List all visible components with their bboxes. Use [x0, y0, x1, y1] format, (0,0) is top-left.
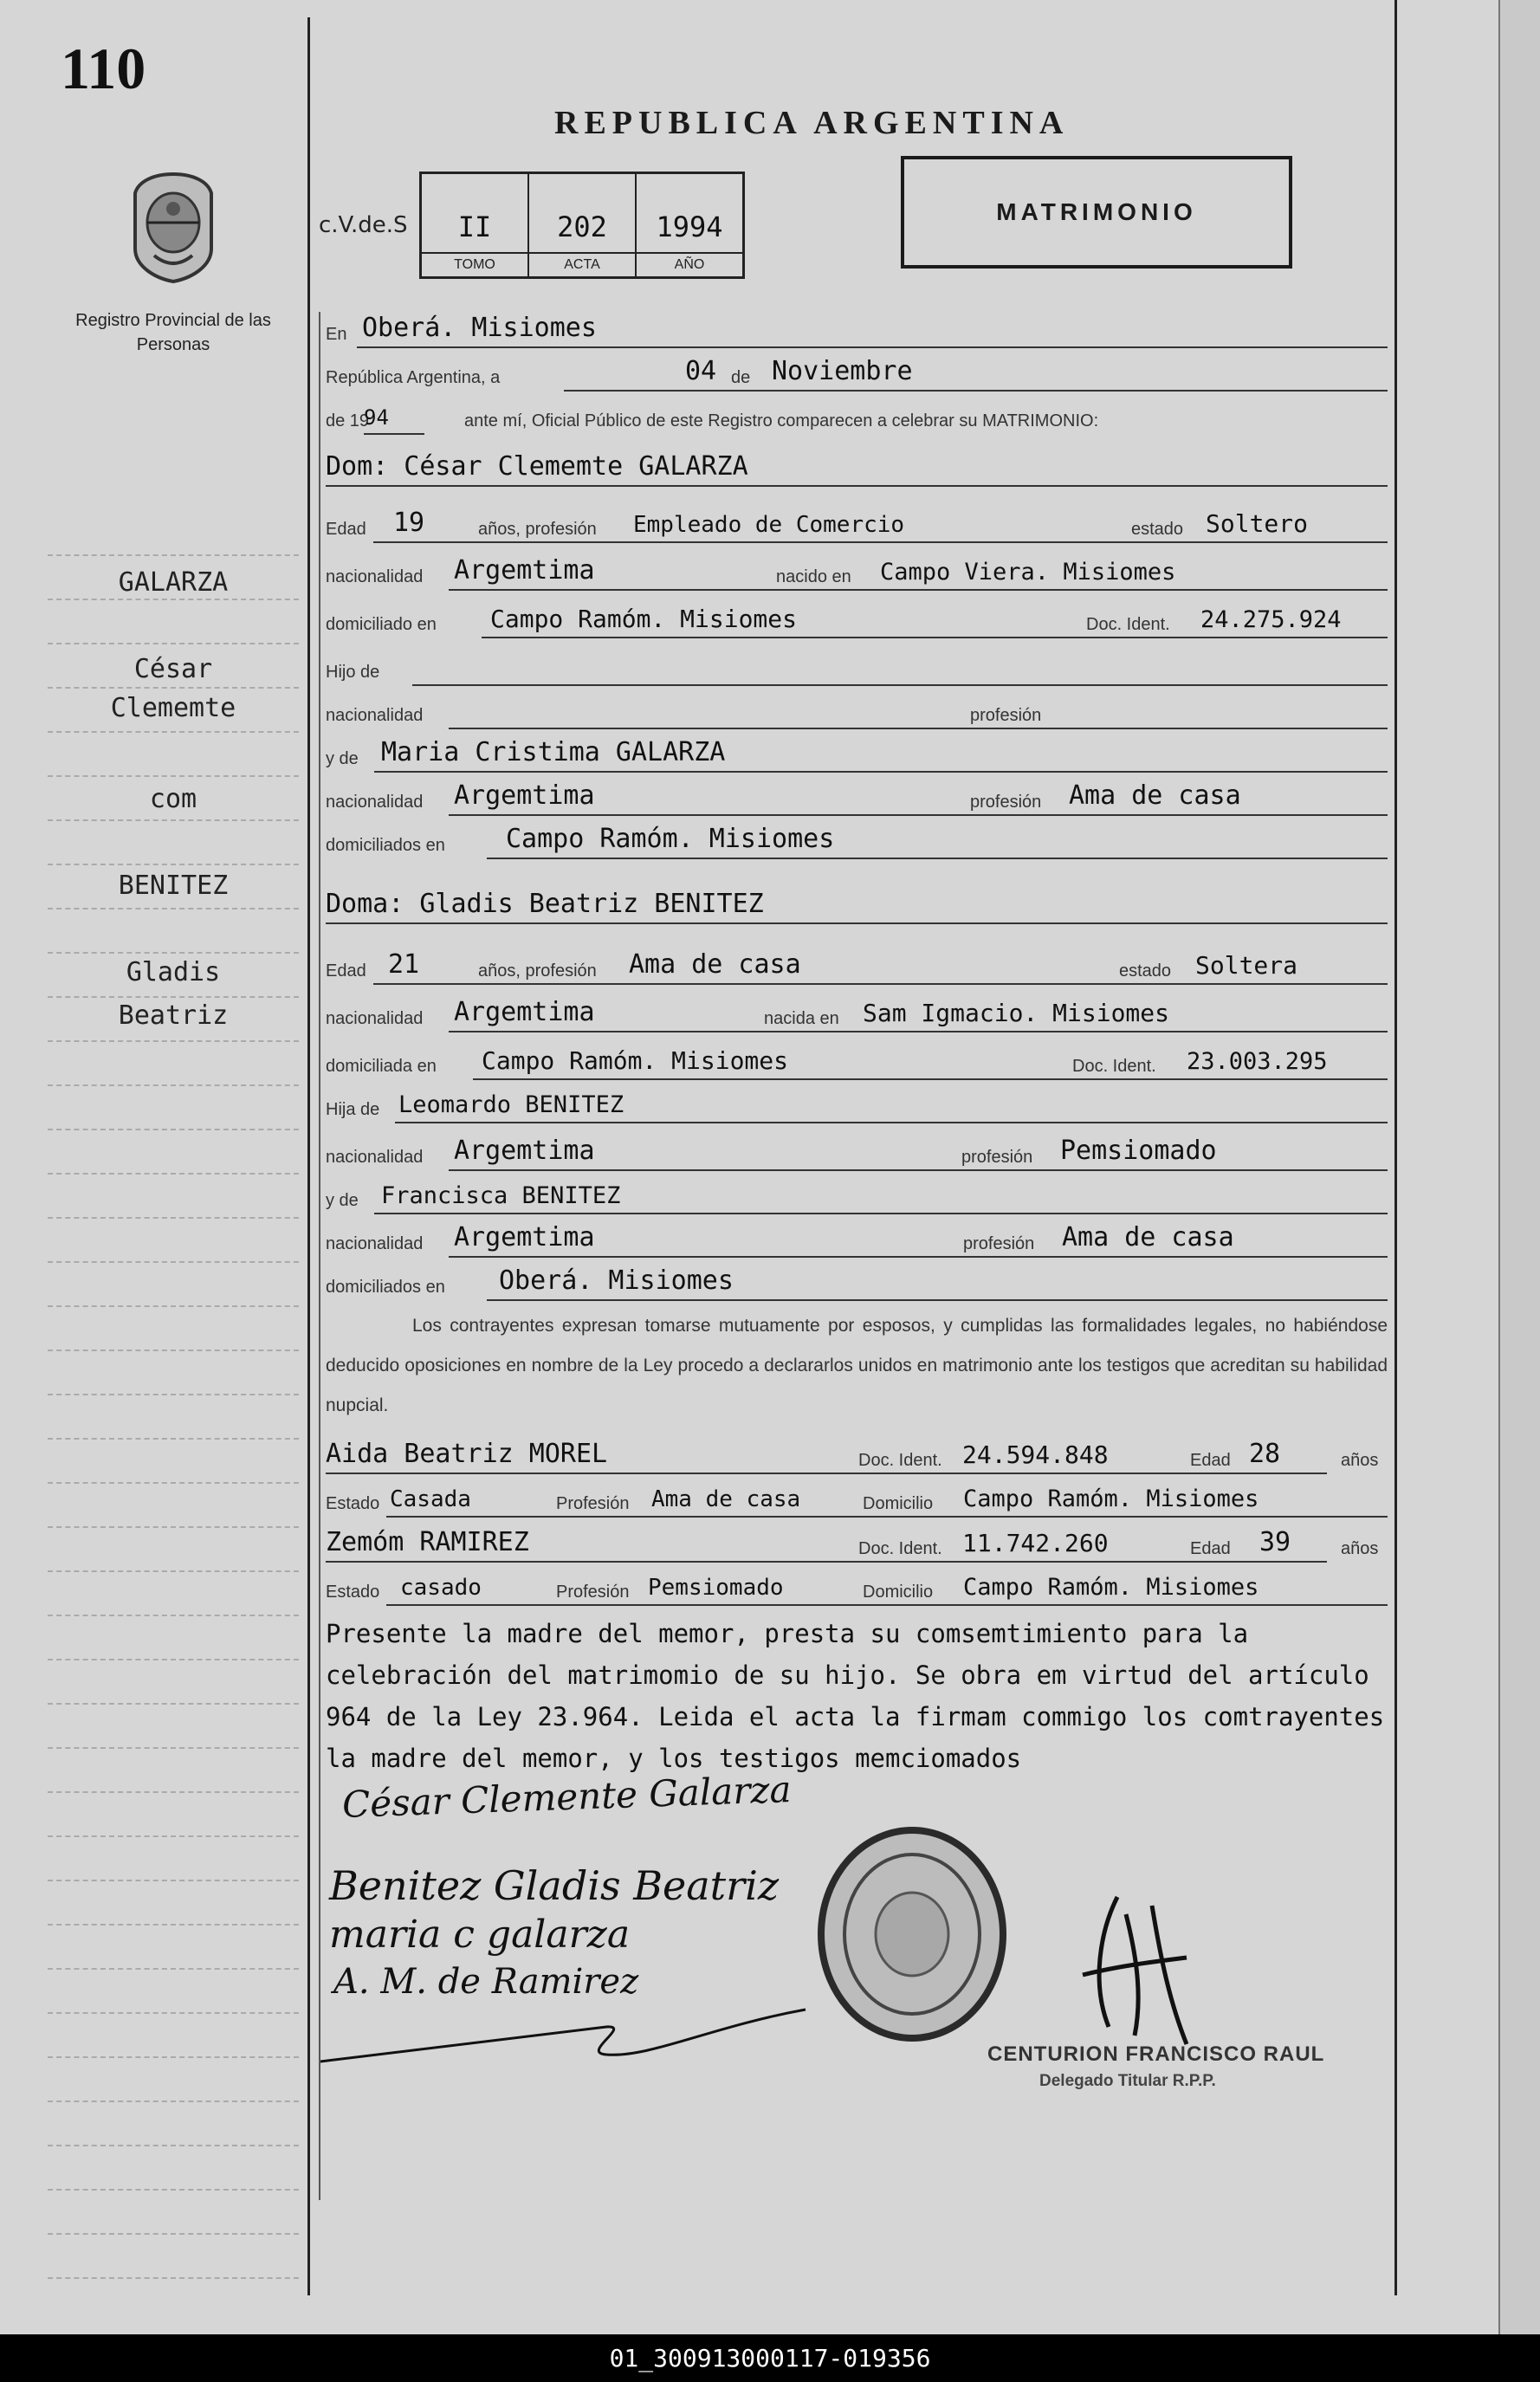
ante-text: ante mí, Oficial Público de este Registro comparecen a celebrar su MATRIMONIO:: [464, 411, 1099, 430]
bride-father-line: [326, 1087, 1388, 1129]
signature-scribble-icon: [320, 2001, 840, 2070]
estado-label: estado: [1131, 520, 1184, 539]
bride-birthplace: Sam Igmacio. Misiomes: [863, 999, 1170, 1027]
bride-age-line: [326, 948, 1388, 990]
groom-mother-line: [326, 736, 1388, 778]
acta-label: ACTA: [529, 252, 635, 276]
margin-rule-line: [48, 2145, 299, 2146]
intro-place-line: [326, 312, 1388, 353]
margin-rule-line: [48, 1350, 299, 1351]
nacionalidad-label: nacionalidad: [326, 1234, 424, 1253]
witness-1-address: Campo Ramóm. Misiomes: [963, 1486, 1259, 1512]
margin-note-firstname2: Gladis: [126, 957, 221, 987]
margin-rule-line: [48, 1880, 299, 1881]
bride-profession: Ama de casa: [629, 949, 801, 980]
intro-day: 04: [685, 356, 717, 386]
margin-rule-line: [48, 599, 299, 600]
margin-divider: [307, 17, 310, 2295]
groom-doc: 24.275.924: [1200, 606, 1342, 633]
margin-rule-line: [48, 1173, 299, 1175]
groom-status: Soltero: [1206, 509, 1309, 538]
nacionalidad-label: nacionalidad: [326, 706, 424, 725]
margin-rule-line: [48, 1438, 299, 1440]
margin-rule-line: [48, 2056, 299, 2058]
margin-rule-line: [48, 908, 299, 909]
groom-name-line: [326, 450, 1388, 492]
acta-cell: [529, 174, 637, 276]
nacionalidad-label: nacionalidad: [326, 567, 424, 586]
margin-rule-line: [48, 1482, 299, 1484]
tomo-value: II: [457, 210, 492, 243]
country-title: REPUBLICA ARGENTINA: [554, 105, 1070, 141]
witness-2-name: Zemóm RAMIREZ: [326, 1527, 529, 1557]
margin-rule-line: [48, 1703, 299, 1705]
intro-date-line: [326, 355, 1388, 397]
intro-place: Oberá. Misiomes: [362, 313, 597, 343]
intro-year: 94: [364, 405, 389, 430]
y-de-label: y de: [326, 749, 359, 768]
intro-year-line: [326, 398, 1388, 440]
profesion-label: profesión: [963, 1234, 1035, 1253]
profesion-label: profesión: [961, 1148, 1033, 1167]
bride-status: Soltera: [1195, 951, 1298, 980]
bride-mother-profession: Ama de casa: [1062, 1222, 1234, 1252]
bride-father: Leomardo BENITEZ: [398, 1091, 624, 1118]
groom-father-line: [326, 650, 1388, 691]
margin-note-con: com: [149, 784, 197, 814]
republica-label: República Argentina, a: [326, 368, 501, 387]
institution-name: Registro Provincial de las Personas: [75, 311, 271, 354]
margin-note-surname2: BENITEZ: [118, 871, 229, 901]
profesion-label: Profesión: [556, 1583, 630, 1602]
signature-mother: maria c galarza: [329, 1913, 631, 1957]
doc-label: Doc. Ident.: [1072, 1057, 1156, 1076]
witness-1-profession: Ama de casa: [651, 1486, 801, 1512]
groom-name: Dom: César Clememte GALARZA: [326, 451, 748, 482]
margin-note-firstname: César: [133, 654, 213, 684]
profesion-label: Profesión: [556, 1494, 630, 1513]
margin-rule-line: [48, 1659, 299, 1660]
margin-rule-line: [48, 1791, 299, 1793]
inner-left-border: [319, 312, 320, 2200]
doc-label: Doc. Ident.: [1086, 615, 1170, 634]
bride-name-line: [326, 888, 1388, 929]
domicilio-label: Domicilio: [863, 1583, 934, 1602]
margin-rule-line: [48, 643, 299, 644]
margin-rule-line: [48, 2233, 299, 2235]
anos-profesion-label: años, profesión: [478, 961, 597, 981]
page-number: 110: [61, 36, 146, 101]
nacionalidad-label: nacionalidad: [326, 1148, 424, 1167]
groom-mother: Maria Cristima GALARZA: [381, 737, 726, 767]
signature-bride: Benitez Gladis Beatriz: [329, 1862, 780, 1909]
margin-rule-line: [48, 2100, 299, 2102]
tomo-cell: [422, 174, 529, 276]
estado-label: Estado: [326, 1583, 380, 1602]
adjacent-page-edge: [1498, 0, 1540, 2334]
groom-parents-address: Campo Ramóm. Misiomes: [506, 824, 835, 854]
register-box: [419, 172, 745, 279]
y-de-label: y de: [326, 1191, 359, 1210]
margin-rule-line: [48, 2189, 299, 2191]
domiciliados-label: domiciliados en: [326, 836, 445, 855]
margin-rule-line: [48, 2012, 299, 2014]
officer-title: Delegado Titular R.P.P.: [1039, 2072, 1216, 2090]
margin-rule-line: [48, 1084, 299, 1086]
margin-rule-line: [48, 1615, 299, 1616]
witness-2-line: [326, 1526, 1388, 1568]
cv-label: c.V.de.S: [319, 212, 408, 238]
bride-father-profession: Pemsiomado: [1060, 1136, 1217, 1166]
image-id-footer: 01_300913000117-019356: [0, 2334, 1540, 2382]
domicilio-label: Domicilio: [863, 1494, 934, 1513]
witness-1-line: [326, 1438, 1388, 1479]
witness-1-doc: 24.594.848: [962, 1440, 1109, 1469]
witness-2-doc: 11.742.260: [962, 1529, 1109, 1557]
bride-nationality: Argemtima: [454, 997, 595, 1027]
document-type-box: MATRIMONIO: [901, 156, 1292, 269]
witness-1-name: Aida Beatriz MOREL: [326, 1439, 608, 1469]
bride-parents-address-line: [326, 1265, 1388, 1306]
margin-rule-line: [48, 731, 299, 733]
margin-rule-line: [48, 554, 299, 556]
handwritten-note: Presente la madre del memor, presta su comsemtimiento para la celebración del matrimomio de su hijo. Se obra em virtud del artículo 964 de la Ley 23.964. Leida el acta la firmam commigo los comtrayentes la madre del memor, y los testigos memciomados: [326, 1619, 1385, 1773]
margin-rule-line: [48, 952, 299, 954]
groom-profession: Empleado de Comercio: [633, 512, 905, 538]
groom-parents-address-line: [326, 823, 1388, 864]
witness-2-age: 39: [1259, 1527, 1291, 1557]
margin-note-middlename2: Beatriz: [118, 1000, 229, 1031]
witness-2-profession: Pemsiomado: [648, 1575, 784, 1601]
bride-name: Doma: Gladis Beatriz BENITEZ: [326, 889, 764, 919]
groom-nationality-line: [326, 554, 1388, 596]
groom-mother-nationality: Argemtima: [454, 780, 595, 811]
groom-age-line: [326, 507, 1388, 548]
domiciliado-label: domiciliado en: [326, 615, 437, 634]
edad-label: Edad: [1190, 1451, 1231, 1470]
margin-note-middlename: Clememte: [110, 693, 236, 723]
estado-label: estado: [1119, 961, 1172, 981]
intro-month: Noviembre: [772, 356, 913, 386]
margin-rule-line: [48, 2277, 299, 2279]
margin-rule-line: [48, 1217, 299, 1219]
year-prefix: de 19: [326, 411, 370, 430]
nacida-label: nacida en: [764, 1009, 839, 1028]
acta-value: 202: [557, 210, 607, 243]
anos-label: años: [1341, 1451, 1379, 1470]
right-border: [1394, 0, 1397, 2295]
margin-rule-line: [48, 864, 299, 865]
margin-rule-line: [48, 996, 299, 998]
margin-rule-line: [48, 1747, 299, 1749]
groom-father-details-line: [326, 693, 1388, 735]
bride-mother-line: [326, 1178, 1388, 1220]
tomo-label: TOMO: [422, 252, 527, 276]
margin-rule-line: [48, 1394, 299, 1395]
signature-groom: César Clemente Galarza: [341, 1767, 793, 1827]
coat-of-arms-icon: [120, 169, 227, 285]
bride-address-line: [326, 1044, 1388, 1085]
estado-label: Estado: [326, 1494, 380, 1513]
ano-cell: [637, 174, 742, 276]
groom-address: Campo Ramóm. Misiomes: [490, 605, 798, 633]
official-seal-icon: [814, 1823, 1010, 2045]
nacionalidad-label: nacionalidad: [326, 793, 424, 812]
bride-doc: 23.003.295: [1187, 1048, 1328, 1075]
nacionalidad-label: nacionalidad: [326, 1009, 424, 1028]
groom-mother-profession: Ama de casa: [1069, 780, 1241, 811]
margin-rule-line: [48, 1261, 299, 1263]
bride-father-nationality: Argemtima: [454, 1136, 595, 1166]
declaration-text: Los contrayentes expresan tomarse mutuamente por esposos, y cumplidas las formalidades legales, no habiéndose deducido oposiciones en nombre de la Ley procedo a declararlos unidos en matrimonio ante los testigos que acreditan su habilidad nupcial.: [326, 1316, 1388, 1415]
groom-age: 19: [393, 508, 425, 538]
margin-note-surname: GALARZA: [118, 567, 229, 598]
witness-2-status: casado: [400, 1575, 482, 1601]
bride-mother-nationality: Argemtima: [454, 1222, 595, 1252]
domiciliados-label: domiciliados en: [326, 1278, 445, 1297]
witness-1-status: Casada: [390, 1486, 471, 1512]
domiciliada-label: domiciliada en: [326, 1057, 437, 1076]
witness-1-age: 28: [1249, 1439, 1281, 1469]
bride-age: 21: [388, 949, 420, 980]
doc-label: Doc. Ident.: [858, 1539, 942, 1558]
anos-label: años: [1341, 1539, 1379, 1558]
margin-rule-line: [48, 1924, 299, 1926]
officer-signature-icon: [1065, 1880, 1195, 2053]
bride-mother: Francisca BENITEZ: [381, 1182, 621, 1209]
nacido-label: nacido en: [776, 567, 851, 586]
margin-rule-line: [48, 775, 299, 777]
margin-rule-line: [48, 687, 299, 689]
doc-label: Doc. Ident.: [858, 1451, 942, 1470]
de-label: de: [731, 368, 751, 387]
hija-label: Hija de: [326, 1100, 380, 1119]
bride-parents-address: Oberá. Misiomes: [499, 1265, 734, 1296]
signature-witness: A. M. de Ramirez: [333, 1962, 639, 2002]
edad-label: Edad: [326, 520, 366, 539]
witness-2-address: Campo Ramóm. Misiomes: [963, 1574, 1259, 1601]
officer-name: CENTURION FRANCISCO RAUL: [987, 2042, 1325, 2066]
bride-address: Campo Ramóm. Misiomes: [482, 1046, 789, 1075]
margin-rule-line: [48, 1968, 299, 1970]
margin-rule-line: [48, 1570, 299, 1572]
margin-rule-line: [48, 819, 299, 821]
bride-nationality-line: [326, 996, 1388, 1038]
margin-rule-line: [48, 1305, 299, 1307]
groom-address-line: [326, 602, 1388, 644]
bride-father-details-line: [326, 1135, 1388, 1176]
edad-label: Edad: [1190, 1539, 1231, 1558]
profesion-label: profesión: [970, 793, 1042, 812]
groom-nationality: Argemtima: [454, 555, 595, 586]
witness-2-details-line: [326, 1570, 1388, 1611]
hijo-label: Hijo de: [326, 663, 380, 682]
anos-profesion-label: años, profesión: [478, 520, 597, 539]
ano-value: 1994: [656, 210, 723, 243]
edad-label: Edad: [326, 961, 366, 981]
groom-mother-details-line: [326, 780, 1388, 821]
bride-mother-details-line: [326, 1221, 1388, 1263]
profesion-label: profesión: [970, 706, 1042, 725]
en-label: En: [326, 325, 347, 344]
margin-rule-line: [48, 1835, 299, 1837]
margin-rule-line: [48, 1129, 299, 1130]
groom-birthplace: Campo Viera. Misiomes: [880, 559, 1176, 586]
margin-rule-line: [48, 1526, 299, 1528]
witness-1-details-line: [326, 1481, 1388, 1523]
margin-rule-line: [48, 1040, 299, 1042]
ano-label: AÑO: [637, 252, 742, 276]
